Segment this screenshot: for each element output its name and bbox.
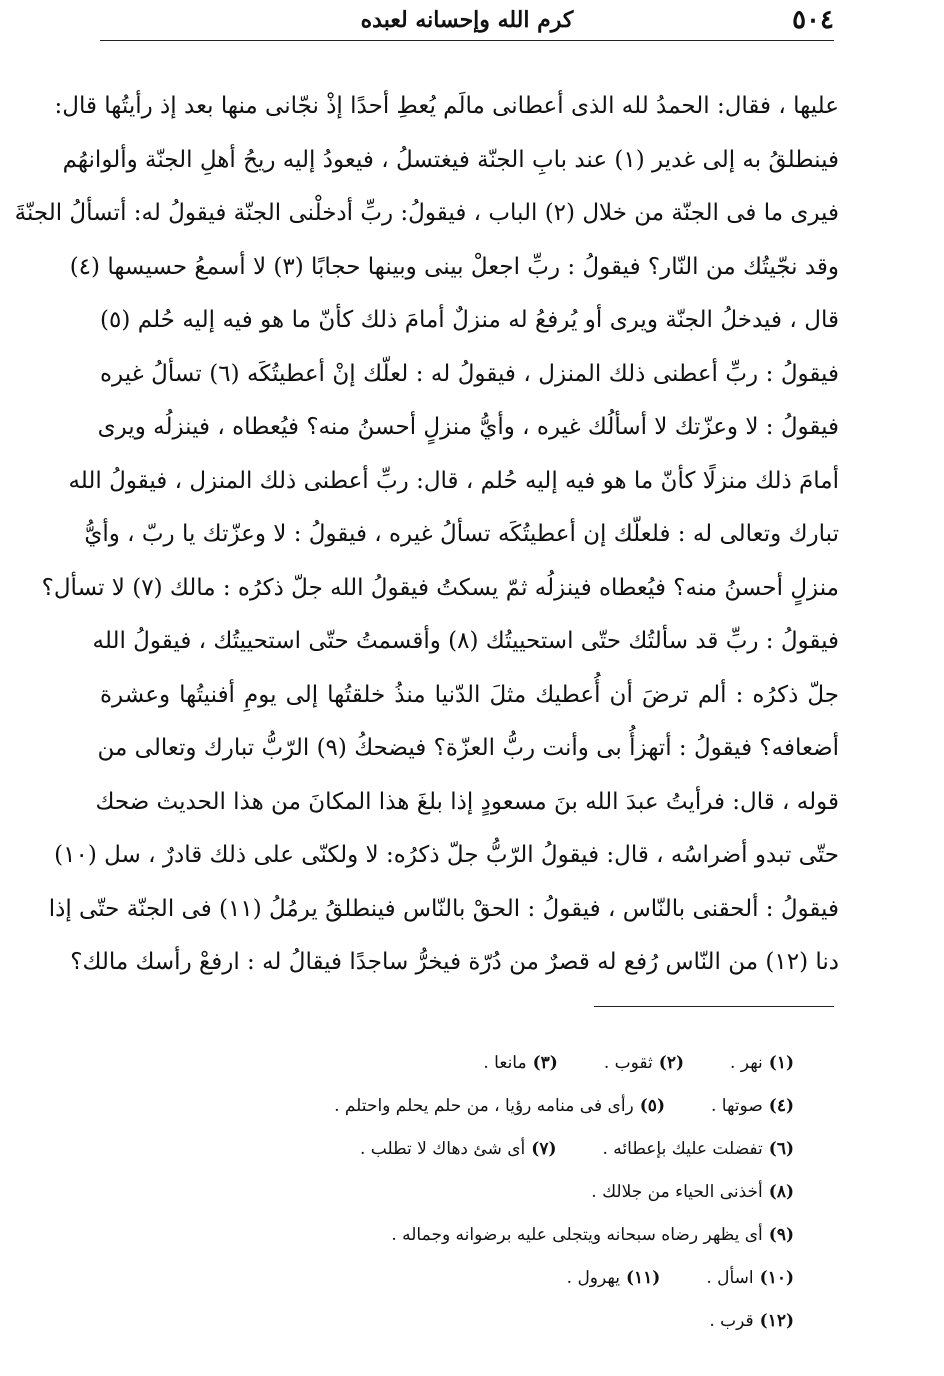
footnote <box>567 1257 661 1300</box>
body-line: قال ، فيدخلُ الجنّة ويرى أو يُرفعُ له منزلٌ أمامَ ذلك كأنّ ما هو فيه إليه حُلم (٥) <box>100 307 839 333</box>
footnote-number: (٨) <box>768 1182 794 1202</box>
body-line: أضعافه؟ فيقولُ : أتهزأُ بى وأنت ربُّ العزّة؟ فيضحكُ (٩) الرّبُّ تبارك وتعالى من <box>97 735 839 761</box>
body-line: فيقولُ : ربِّ أعطنى ذلك المنزل ، فيقولُ له : لعلّك إنْ أعطيتُكَه (٦) تسألُ غيره <box>100 360 839 387</box>
footnote-text: قرب . <box>709 1311 754 1331</box>
page-number: ٥٠٤ <box>792 5 834 35</box>
footnote-text: اسأل . <box>706 1268 754 1288</box>
footnote-text: أى شئ دهاك لا تطلب . <box>359 1139 526 1159</box>
footnote-number: (٩) <box>768 1225 794 1245</box>
footnote-number: (٤) <box>768 1096 794 1116</box>
footnote <box>391 1214 794 1257</box>
running-title: كرم الله وإحسانه لعبده <box>360 7 574 33</box>
footnote-text: ثقوب . <box>603 1053 653 1073</box>
page-header <box>100 2 834 40</box>
body-line: دنا (١٢) من النّاس رُفع له قصرٌ من دُرّة فيخرُّ ساجدًا فيقالُ له : ارفعْ رأسك مالك؟ <box>70 949 839 975</box>
footnote-number: (٧) <box>531 1139 557 1159</box>
body-line: تبارك وتعالى له : فلعلّك إن أعطيتُكَه تسألُ غيره ، فيقولُ : لا وعزّتك يا ربّ ، وأيُّ <box>84 521 839 547</box>
footnote <box>706 1257 794 1300</box>
body-line: حتّى تبدو أضراسُه ، قال: فيقولُ الرّبُّ جلّ ذكرُه: لا ولكنّى على ذلك قادرٌ ، سل (١٠) <box>54 842 839 868</box>
footnote-text: مانعا . <box>483 1053 527 1073</box>
footnote-number: (١٠) <box>759 1268 794 1288</box>
footnote <box>334 1085 665 1128</box>
footnote-line <box>120 1300 794 1343</box>
footnote-line <box>120 1042 794 1085</box>
footnotes <box>120 1042 794 1343</box>
footnote-rule <box>594 1006 834 1007</box>
footnote <box>711 1085 794 1128</box>
header-rule <box>100 40 834 41</box>
body-line: وقد نجّيتُك من النّار؟ فيقولُ : ربِّ اجعلْ بينى وبينها حجابًا (٣) لا أسمعُ حسيسها (٤) <box>69 253 839 280</box>
footnote-text: نهر . <box>730 1053 763 1073</box>
footnote <box>603 1128 795 1171</box>
footnote <box>483 1042 557 1085</box>
footnote-line <box>120 1171 794 1214</box>
footnote-number: (٥) <box>639 1096 665 1116</box>
footnote <box>360 1128 557 1171</box>
footnote-number: (١١) <box>625 1268 661 1288</box>
body-line: فيقولُ : ربِّ قد سألتُك حتّى استحييتُك (٨) وأقسمتُ حتّى استحييتُك ، فيقولُ الله <box>92 628 839 654</box>
body-line: فينطلقُ به إلى غدير (١) عند بابِ الجنّة فيغتسلُ ، فيعودُ إليه ريحُ أهلِ الجنّة وألوانهُم <box>62 146 839 173</box>
footnote <box>709 1300 794 1343</box>
footnote-text: يهرول . <box>566 1268 620 1288</box>
footnote-number: (١) <box>768 1053 794 1073</box>
body-line: فيقولُ : لا وعزّتك لا أسألُك غيره ، وأيُّ منزلٍ أحسنُ منه؟ فيُعطاه ، فينزلُه ويرى <box>97 414 839 440</box>
body-line: أمامَ ذلك منزلًا كأنّ ما هو فيه إليه حُلم ، قال: ربِّ أعطنى ذلك المنزل ، فيقولُ الله <box>68 467 839 494</box>
footnote-text: رأى فى منامه رؤيا ، من حلم يحلم واحتلم . <box>334 1096 634 1116</box>
footnote-number: (١٢) <box>759 1311 794 1331</box>
footnote-line <box>120 1214 794 1257</box>
footnote <box>604 1042 684 1085</box>
footnote <box>591 1171 794 1214</box>
footnote-text: صوتها . <box>710 1096 763 1116</box>
footnote-line <box>120 1128 794 1171</box>
footnote-line <box>120 1085 794 1128</box>
footnote-text: أى يظهر رضاه سبحانه ويتجلى عليه برضوانه وجماله . <box>391 1225 763 1245</box>
footnote <box>730 1042 794 1085</box>
body-line: فيرى ما فى الجنّة من خلال (٢) الباب ، فيقولُ: ربِّ أدخلْنى الجنّة فيقولُ له: أتسألُ الجنّةَ <box>14 200 839 226</box>
body-line: منزلٍ أحسنُ منه؟ فيُعطاه فينزلُه ثمّ يسكتُ فيقولُ الله جلّ ذكرُه : مالك (٧) لا تسأل؟ <box>41 574 839 601</box>
body-line: فيقولُ : ألحقنى بالنّاس ، فيقولُ : الحقْ بالنّاس فينطلقُ يرمُلُ (١١) فى الجنّة حتّى إذا <box>48 895 839 922</box>
footnote-text: تفضلت عليك بإعطائه . <box>602 1139 763 1159</box>
body-line: جلّ ذكرُه : ألم ترضَ أن أُعطيك مثلَ الدّنيا منذُ خلقتُها إلى يومِ أفنيتُها وعشرة <box>100 681 839 708</box>
footnote-number: (٦) <box>768 1139 794 1159</box>
footnote-line <box>120 1257 794 1300</box>
body-line: قوله ، قال: فرأيتُ عبدَ الله بنَ مسعودٍ إذا بلغَ هذا المكانَ من هذا الحديث ضحك <box>95 788 839 815</box>
footnote-text: أخذنى الحياء من جلالك . <box>591 1182 763 1202</box>
footnote-number: (٢) <box>658 1053 684 1073</box>
body-text <box>14 80 839 990</box>
footnote-number: (٣) <box>532 1053 558 1073</box>
body-line: عليها ، فقال: الحمدُ لله الذى أعطانى مالَم يُعطِ أحدًا إذْ نجّانى منها بعد إذ رأيتُها قال: <box>54 93 839 119</box>
